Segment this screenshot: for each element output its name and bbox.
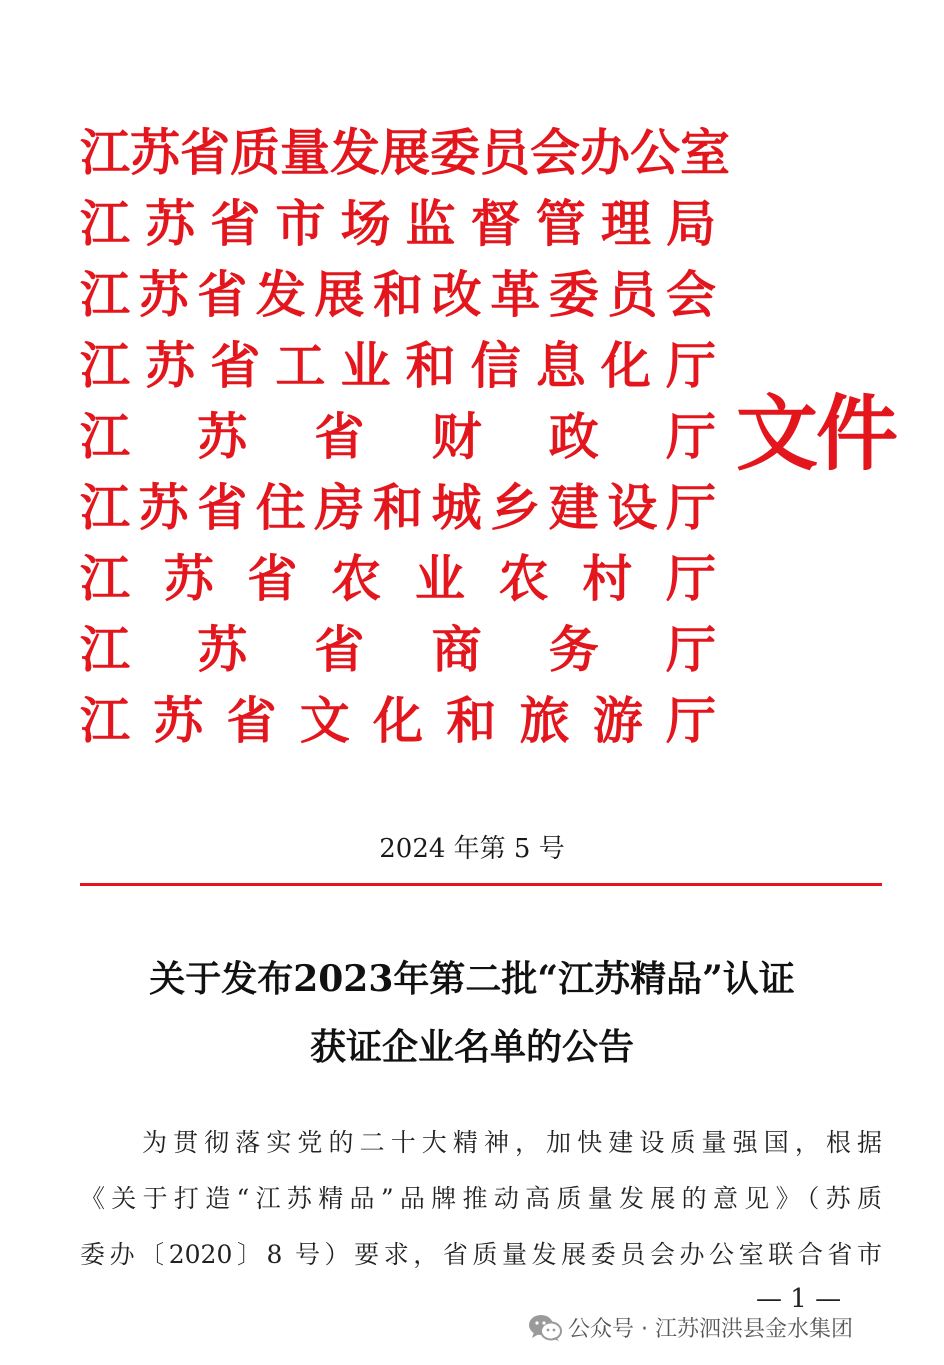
document-title bbox=[60, 945, 884, 1081]
body-line: 为贯彻落实党的二十大精神，加快建设质量强国，根据 bbox=[142, 1128, 882, 1157]
issuer-line: 江苏省质量发展委员会办公室 bbox=[80, 124, 730, 182]
issuer-line: 江苏省发展和改革委员会 bbox=[80, 266, 716, 324]
body-line: 《关于打造“江苏精品”品牌推动高质量发展的意见》（苏质 bbox=[80, 1184, 882, 1213]
issuer-line: 江苏省市场监督管理局 bbox=[80, 195, 716, 253]
page-number: — 1 — bbox=[756, 1284, 842, 1314]
issuer-line: 江苏省工业和信息化厅 bbox=[80, 337, 716, 395]
issuer-line: 江苏省住房和城乡建设厅 bbox=[80, 479, 716, 537]
issuer-line: 江苏省商务厅 bbox=[80, 621, 716, 679]
title-line-1: 关于发布2023年第二批“江苏精品”认证 bbox=[149, 958, 795, 1000]
document-mark: 文件 bbox=[736, 387, 897, 482]
issuer-line: 江苏省农业农村厅 bbox=[80, 550, 716, 608]
document-number: 2024 年第 5 号 bbox=[379, 834, 565, 864]
issuer-line: 江苏省财政厅 bbox=[80, 408, 716, 466]
wechat-watermark bbox=[528, 1312, 853, 1343]
issuer-line: 江苏省文化和旅游厅 bbox=[80, 692, 716, 750]
red-divider bbox=[80, 883, 882, 886]
wechat-icon bbox=[528, 1313, 562, 1343]
watermark-text: 公众号 · 江苏泗洪县金水集团 bbox=[568, 1317, 853, 1342]
body-line: 委办〔2020〕8 号）要求，省质量发展委员会办公室联合省市 bbox=[80, 1240, 882, 1269]
title-line-2: 获证企业名单的公告 bbox=[309, 1026, 634, 1068]
body-paragraph bbox=[80, 1115, 882, 1283]
issuer-list bbox=[80, 118, 730, 757]
